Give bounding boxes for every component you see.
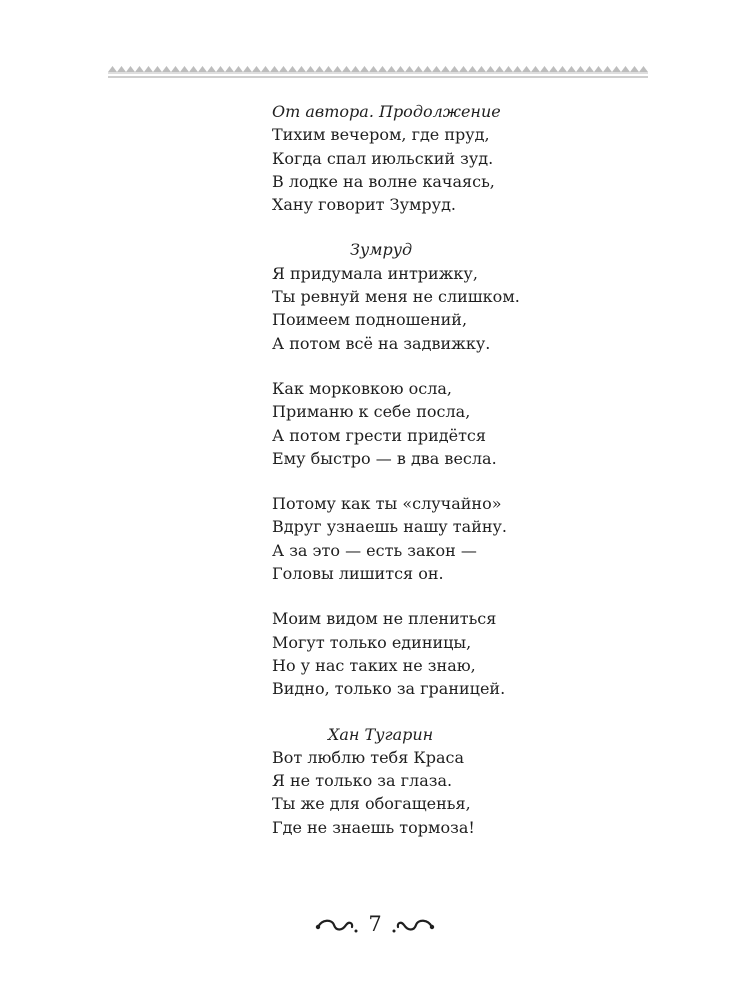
poem-line: Могут только единицы, [272,632,472,652]
border-triangle [360,66,369,72]
page-number: 7 [368,912,382,936]
border-triangle [369,66,378,72]
border-triangle [540,66,549,72]
poem-line: Где не знаешь тормоза! [272,817,475,837]
border-triangle [504,66,513,72]
poem-line: Приманю к себе посла, [272,402,471,422]
border-triangle [288,66,297,72]
border-triangle [459,66,468,72]
poem-line: В лодке на волне качаясь, [272,171,495,191]
border-triangle [423,66,432,72]
border-triangle [387,66,396,72]
poem-line: Головы лишится он. [272,564,444,584]
border-triangle [144,66,153,72]
poem-line: Я не только за глаза. [272,771,453,791]
border-triangle [432,66,441,72]
border-triangle [495,66,504,72]
poem-line: А за это — есть закон — [272,540,477,560]
border-triangle [162,66,171,72]
border-triangle [234,66,243,72]
border-triangle [306,66,315,72]
stanza-heading-zumrud: Зумруд [350,240,413,260]
border-triangle [126,66,135,72]
border-triangle [180,66,189,72]
border-triangle [378,66,387,72]
border-triangle [405,66,414,72]
border-triangle [396,66,405,72]
border-triangle [270,66,279,72]
border-triangle [243,66,252,72]
border-triangle [252,66,261,72]
poem-line: Как морковкою осла, [272,378,452,398]
border-triangle [621,66,630,72]
border-triangle [639,66,648,72]
border-triangle [513,66,522,72]
border-triangle [225,66,234,72]
border-triangle [198,66,207,72]
border-triangle [108,66,117,72]
poem-line: А потом всё на задвижку. [272,333,491,353]
border-triangle [207,66,216,72]
poem-line: Моим видом не плениться [272,609,497,629]
border-triangle [117,66,126,72]
poem-line: Ты ревнуй меня не слишком. [272,287,520,307]
poem-line: Вот люблю тебя Краса [272,747,465,767]
border-triangle [135,66,144,72]
border-triangle [549,66,558,72]
poem-text [272,100,692,839]
poem-line: Но у нас таких не знаю, [272,655,476,675]
top-ornament-border [108,64,648,86]
border-triangle [351,66,360,72]
border-triangle [522,66,531,72]
border-triangle [297,66,306,72]
border-triangle [324,66,333,72]
border-triangle [603,66,612,72]
poem-line: Тихим вечером, где пруд, [272,125,490,145]
border-triangle [189,66,198,72]
border-triangle [477,66,486,72]
border-triangle [576,66,585,72]
border-triangle [441,66,450,72]
poem-line: Когда спал июльский зуд. [272,148,494,168]
border-triangle [486,66,495,72]
poem-line: Видно, только за границей. [272,679,506,699]
poem-line: Потому как ты «случайно» [272,494,502,514]
poem-line: Вдруг узнаешь нашу тайну. [272,517,508,537]
poem-line: Ему быстро — в два весла. [272,448,497,468]
border-triangle [630,66,639,72]
stanza-heading-author: От автора. Продолжение [272,102,501,121]
border-triangle [342,66,351,72]
poem-line: А потом грести придётся [272,425,486,445]
border-triangle [261,66,270,72]
poem-line: Я придумала интрижку, [272,263,478,283]
stanza-heading-khan: Хан Тугарин [328,724,434,744]
border-triangle [315,66,324,72]
border-triangle [414,66,423,72]
poem-line: Хану говорит Зумруд. [272,195,457,215]
border-triangle [612,66,621,72]
border-triangle [567,66,576,72]
border-triangle [279,66,288,72]
border-triangle [558,66,567,72]
border-triangle [171,66,180,72]
border-triangle [585,66,594,72]
poem-line: Поимеем подношений, [272,310,468,330]
border-triangle [450,66,459,72]
poem-line: Ты же для обогащенья, [272,794,471,814]
border-triangle [594,66,603,72]
border-triangle [531,66,540,72]
border-triangle [333,66,342,72]
border-triangle [216,66,225,72]
border-triangle [153,66,162,72]
border-triangle [468,66,477,72]
